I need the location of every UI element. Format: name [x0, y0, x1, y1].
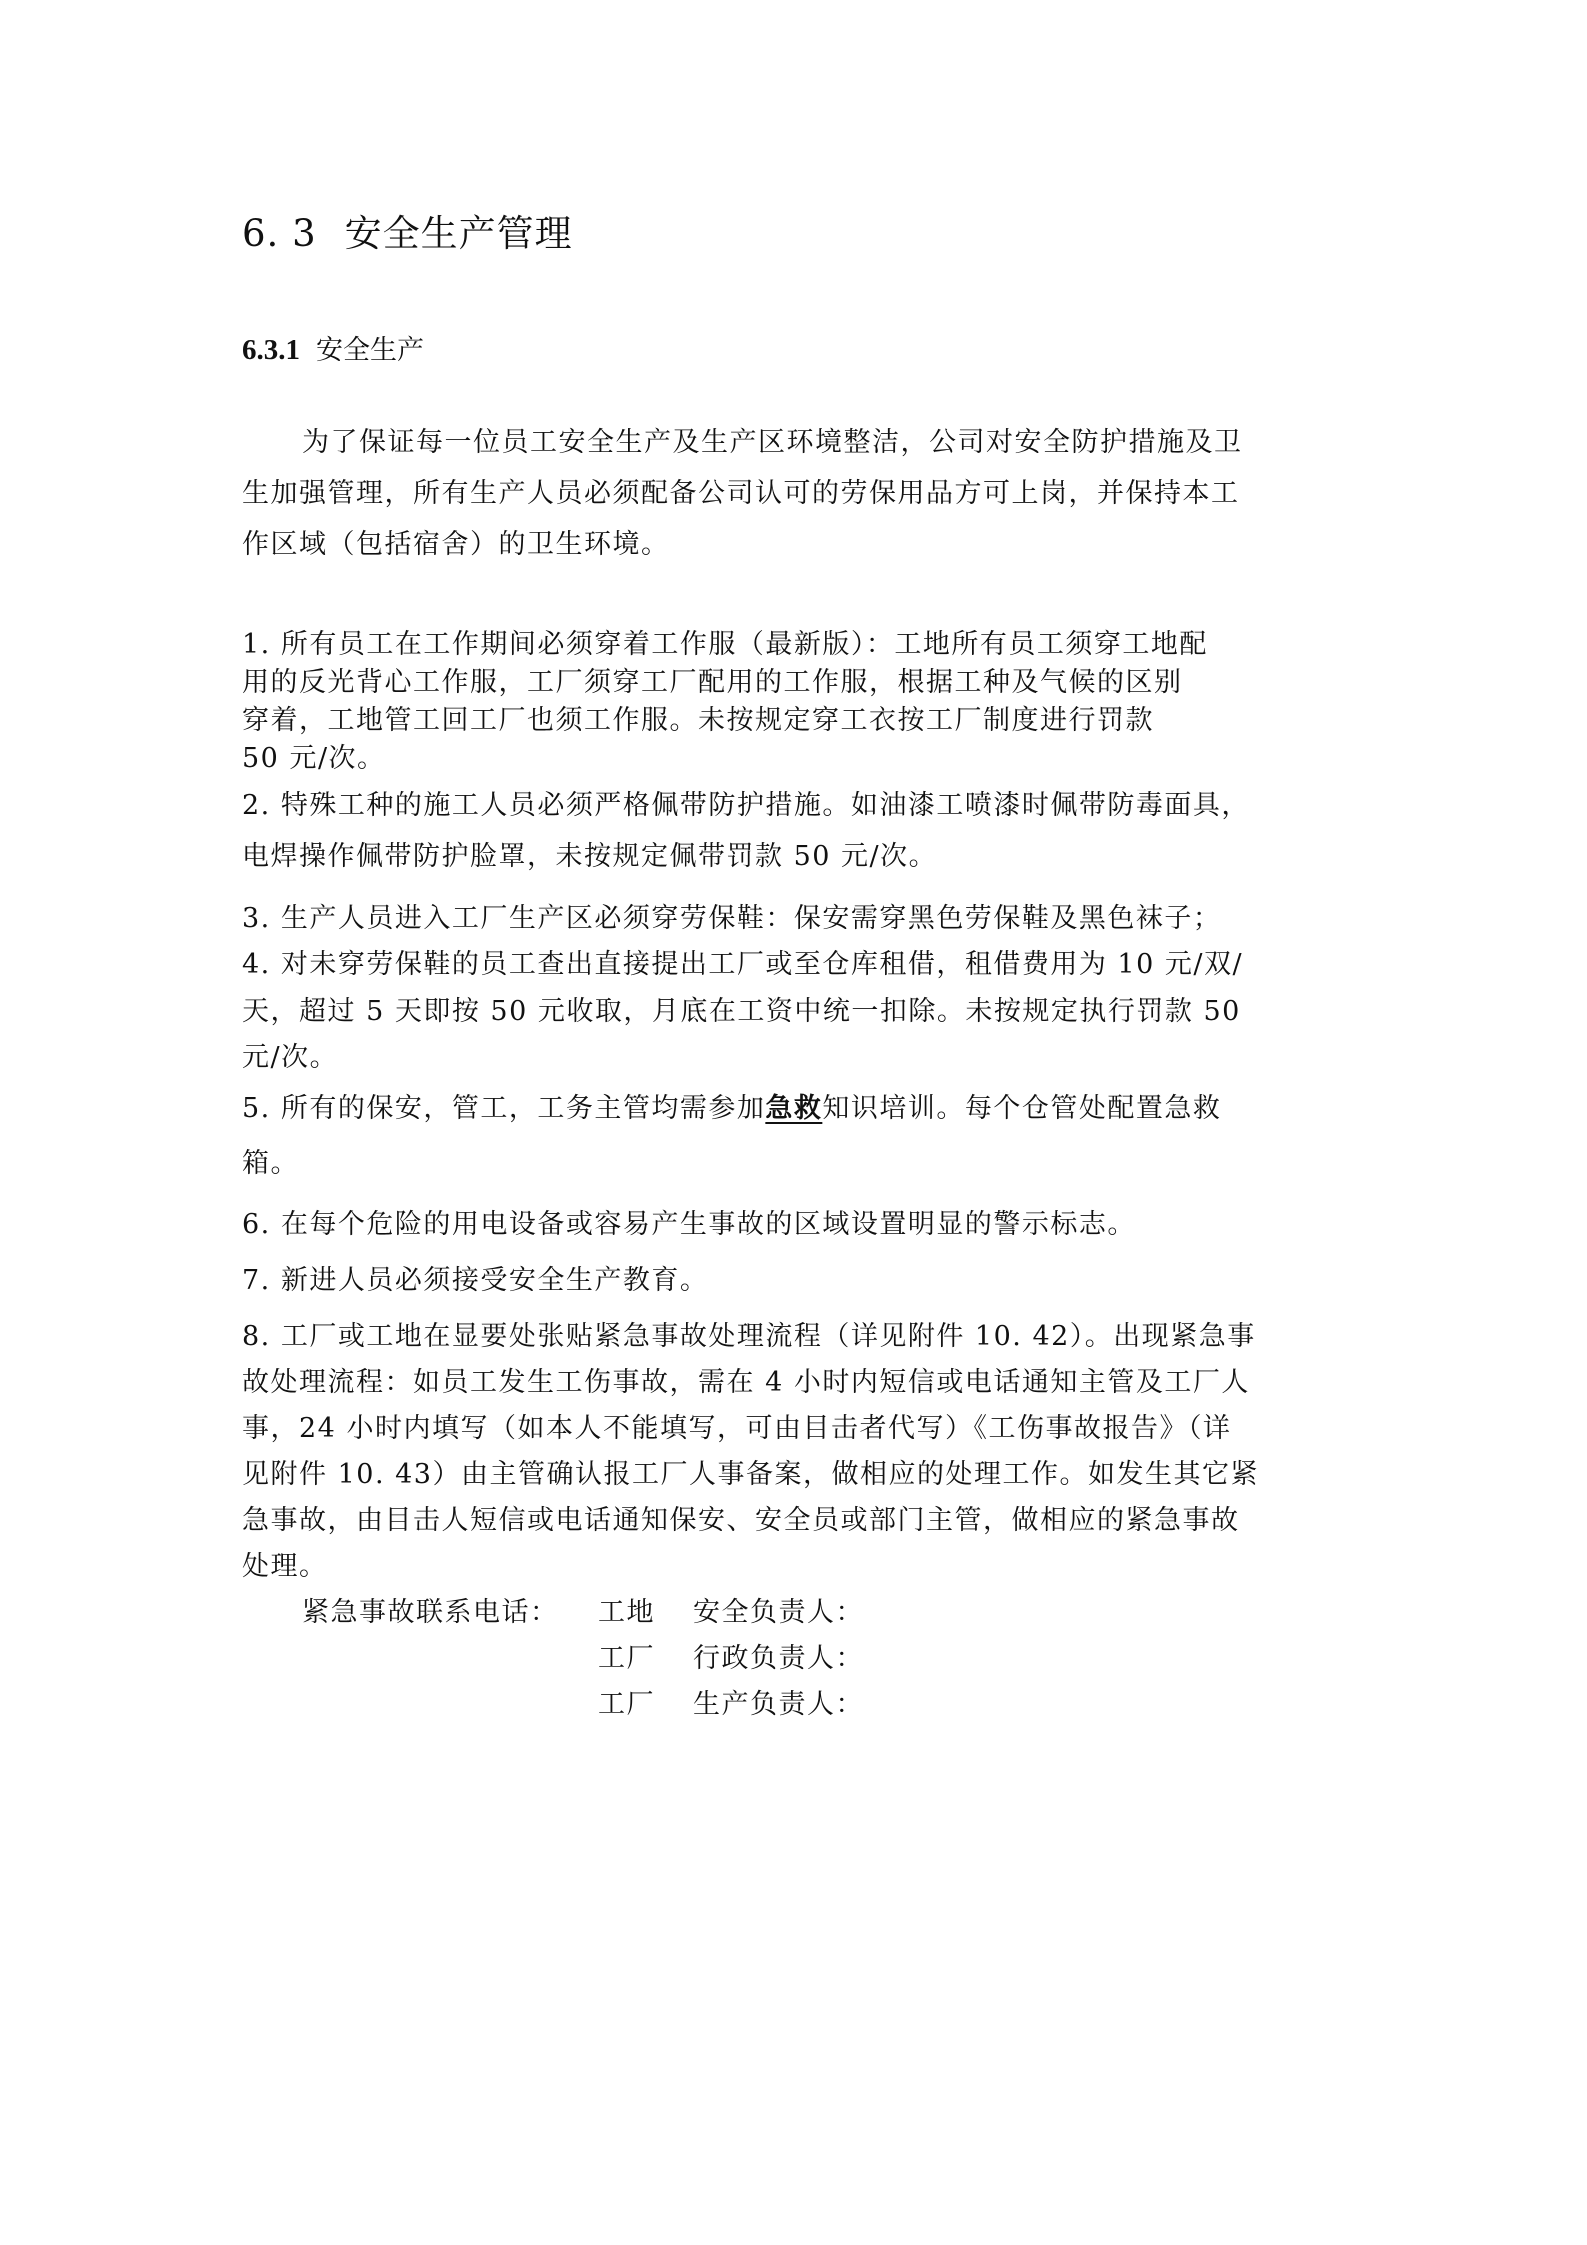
intro-line: 作区域（包括宿舍）的卫生环境。 [242, 529, 670, 560]
rule-line: 穿着，工地管工回工厂也须工作服。未按规定穿工衣按工厂制度进行罚款 [242, 705, 1154, 736]
rule-line: 见附件 10. 43）由主管确认报工厂人事备案，做相应的处理工作。如发生其它紧 [242, 1459, 1259, 1490]
rule-line: 元/次。 [242, 1042, 339, 1073]
rule-line: 50 元/次。 [242, 743, 386, 774]
contacts-label: 紧急事故联系电话： [302, 1597, 559, 1628]
rule-text: 知识培训。每个仓管处配置急救 [822, 1093, 1222, 1124]
subsection-heading [242, 330, 424, 371]
rule-line: 天，超过 5 天即按 50 元收取，月底在工资中统一扣除。未按规定执行罚款 50 [242, 996, 1241, 1027]
first-aid-emphasis: 急救 [765, 1093, 823, 1124]
rule-line: 处理。 [242, 1551, 328, 1582]
subsection-number: 6.3.1 [242, 334, 300, 366]
contact-place: 工地 [598, 1597, 655, 1628]
section-title: 安全生产管理 [344, 212, 573, 255]
contact-place: 工厂 [598, 1643, 655, 1674]
section-heading [242, 204, 573, 264]
rule-line: 用的反光背心工作服，工厂须穿工厂配用的工作服，根据工种及气候的区别 [242, 667, 1183, 698]
contact-role: 生产负责人： [693, 1689, 864, 1720]
rule-text: 5. 所有的保安，管工，工务主管均需参加 [242, 1093, 766, 1124]
rule-line: 2. 特殊工种的施工人员必须严格佩带防护措施。如油漆工喷漆时佩带防毒面具， [242, 790, 1250, 821]
rule-line: 急事故，由目击人短信或电话通知保安、安全员或部门主管，做相应的紧急事故 [242, 1505, 1240, 1536]
contact-role: 行政负责人： [693, 1643, 864, 1674]
rule-line [242, 1086, 1221, 1125]
subsection-title: 安全生产 [316, 335, 424, 366]
rule-line: 6. 在每个危险的用电设备或容易产生事故的区域设置明显的警示标志。 [242, 1209, 1136, 1240]
section-number: 6. 3 [242, 212, 317, 255]
rule-line: 7. 新进人员必须接受安全生产教育。 [242, 1265, 709, 1296]
rule-line: 3. 生产人员进入工厂生产区必须穿劳保鞋：保安需穿黑色劳保鞋及黑色袜子； [242, 903, 1222, 934]
intro-line: 生加强管理，所有生产人员必须配备公司认可的劳保用品方可上岗，并保持本工 [242, 478, 1240, 509]
rule-line: 4. 对未穿劳保鞋的员工查出直接提出工厂或至仓库租借，租借费用为 10 元/双/ [242, 949, 1244, 980]
contact-role: 安全负责人： [693, 1597, 864, 1628]
rule-line: 事，24 小时内填写（如本人不能填写，可由目击者代写）《工伤事故报告》（详 [242, 1413, 1232, 1444]
rule-line: 故处理流程：如员工发生工伤事故，需在 4 小时内短信或电话通知主管及工厂人 [242, 1367, 1250, 1398]
contact-place: 工厂 [598, 1689, 655, 1720]
rule-line: 1. 所有员工在工作期间必须穿着工作服（最新版）：工地所有员工须穿工地配 [242, 629, 1208, 660]
rule-line: 电焊操作佩带防护脸罩，未按规定佩带罚款 50 元/次。 [242, 841, 938, 872]
intro-line: 为了保证每一位员工安全生产及生产区环境整洁，公司对安全防护措施及卫 [302, 427, 1243, 458]
rule-line: 箱。 [242, 1148, 299, 1179]
rule-line: 8. 工厂或工地在显要处张贴紧急事故处理流程（详见附件 10. 42）。出现紧急事 [242, 1321, 1256, 1352]
